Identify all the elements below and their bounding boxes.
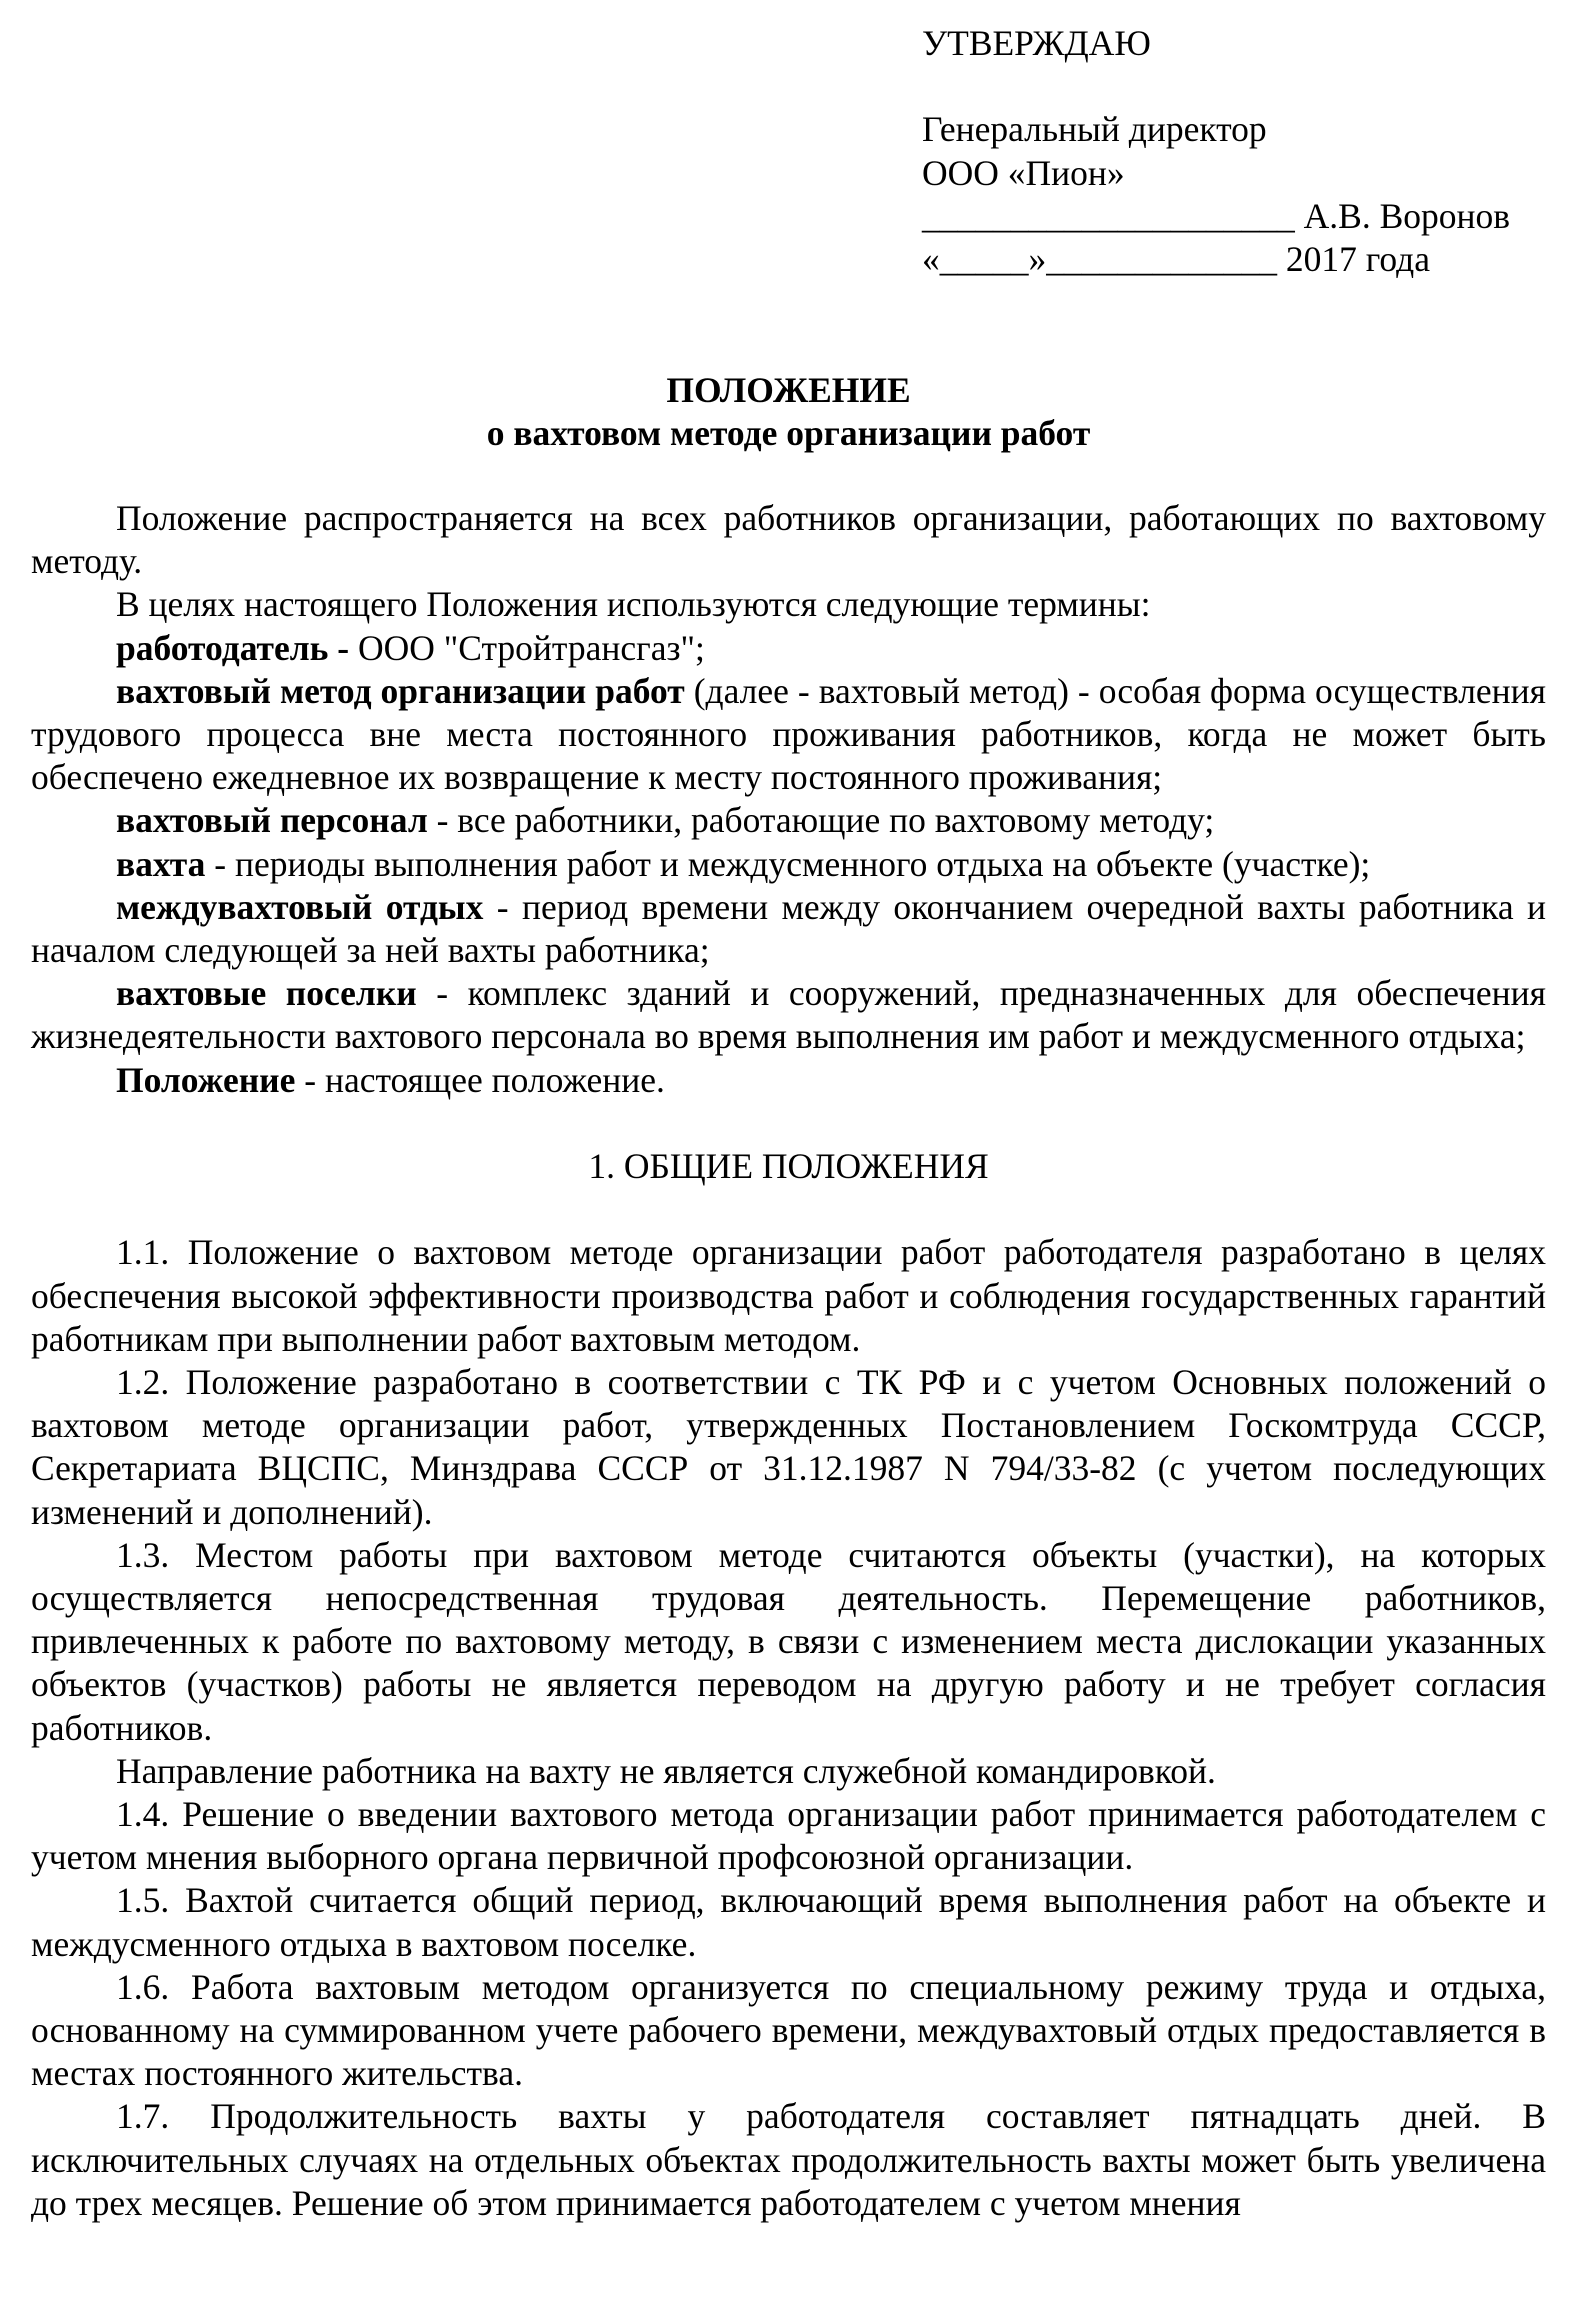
section-paragraph: 1.2. Положение разработано в соответствии с ТК РФ и с учетом Основных положений о вахтовом методе организации работ, утвержденных Постановлением Госкомтруда СССР, Секретариата ВЦСПС, Минздрава СССР от 31.12.1987 N 794/33-82 (с учетом последующих изменений и дополнений). — [31, 1362, 1546, 1532]
term-item — [31, 627, 1546, 670]
document-title-block — [31, 369, 1546, 455]
approval-position: Генеральный директор — [922, 109, 1267, 150]
term-item — [31, 670, 1546, 800]
term-item — [31, 843, 1546, 886]
term-item — [31, 886, 1546, 972]
term-definition: - все работники, работающие по вахтовому методу; — [427, 800, 1215, 841]
term-definition: (далее - вахтовый метод) - особая форма осуществления трудового процесса вне места постоянного проживания работников, когда не может быть обеспечено ежедневное их возвращение к месту постоянного проживания; — [31, 670, 1546, 798]
term-item — [31, 972, 1546, 1058]
term-definition: - период времени между окончанием очередной вахты работника и началом следующей за ней вахты работника; — [31, 886, 1547, 971]
section-heading: 1. ОБЩИЕ ПОЛОЖЕНИЯ — [588, 1146, 989, 1187]
approval-block — [922, 22, 1562, 281]
section-paragraph: Направление работника на вахту не является служебной командировкой. — [116, 1750, 1216, 1791]
term-definition: - периоды выполнения работ и междусменного отдыха на объекте (участке); — [205, 843, 1371, 884]
term-name: вахта — [116, 843, 206, 884]
approval-date-line: «_____»_____________ 2017 года — [922, 239, 1430, 279]
intro-terms-lead: В целях настоящего Положения используются следующие термины: — [116, 584, 1151, 625]
term-definition: ООО "Стройтрансгаз"; — [349, 627, 705, 668]
document-body — [31, 497, 1546, 2225]
term-definition: - комплекс зданий и сооружений, предназначенных для обеспечения жизнедеятельности вахтового персонала во время выполнения им работ и междусменного отдыха; — [31, 973, 1546, 1057]
term-name: Положение — [116, 1059, 296, 1100]
term-item — [31, 1059, 1546, 1102]
term-item — [31, 799, 1546, 842]
intro-paragraph: Положение распространяется на всех работников организации, работающих по вахтовому методу. — [31, 498, 1546, 582]
term-name: вахтовый персонал — [116, 800, 428, 841]
section-paragraph: 1.5. Вахтой считается общий период, включающий время выполнения работ на объекте и междусменного отдыха в вахтовом поселке. — [31, 1880, 1546, 1964]
section-paragraph: 1.4. Решение о введении вахтового метода организации работ принимается работодателем с учетом мнения выборного органа первичной профсоюзной организации. — [31, 1794, 1546, 1878]
approval-signature-line: _____________________ А.В. Воронов — [922, 195, 1511, 236]
section-paragraph: 1.6. Работа вахтовым методом организуется по специальному режиму труда и отдыха, основанному на суммированном учете рабочего времени, междувахтовый отдых предоставляется в местах постоянного жительства. — [31, 1966, 1546, 2094]
term-name: вахтовый метод организации работ — [116, 670, 685, 711]
term-name: работодатель - — [116, 627, 350, 668]
section-paragraph: 1.1. Положение о вахтовом методе организации работ работодателя разработано в целях обеспечения высокой эффективности производства работ и соблюдения государственных гарантий работникам при выполнении работ вахтовым методом. — [31, 1232, 1546, 1359]
term-name: вахтовые поселки — [116, 973, 417, 1014]
approval-company: ООО «Пион» — [922, 152, 1125, 193]
document-subtitle: о вахтовом методе организации работ — [486, 413, 1091, 454]
section-paragraph: 1.3. Местом работы при вахтовом методе считаются объекты (участки), на которых осуществляется непосредственная трудовая деятельность. Перемещение работников, привлеченных к работе по вахтовому методу, в связи с изменением места дислокации указанных объектов (участков) работы не является переводом на другую работу и не требует согласия работников. — [31, 1534, 1546, 1748]
document-title: ПОЛОЖЕНИЕ — [666, 370, 911, 410]
approval-heading: УТВЕРЖДАЮ — [922, 23, 1151, 63]
term-name: междувахтовый отдых — [116, 886, 484, 927]
approval-gap — [922, 65, 1562, 108]
term-definition: - настоящее положение. — [295, 1059, 665, 1100]
section-paragraph: 1.7. Продолжительность вахты у работодателя составляет пятнадцать дней. В исключительных случаях на отдельных объектах продолжительность вахты может быть увеличена до трех месяцев. Решение об этом принимается работодателем с учетом мнения — [31, 2096, 1546, 2223]
